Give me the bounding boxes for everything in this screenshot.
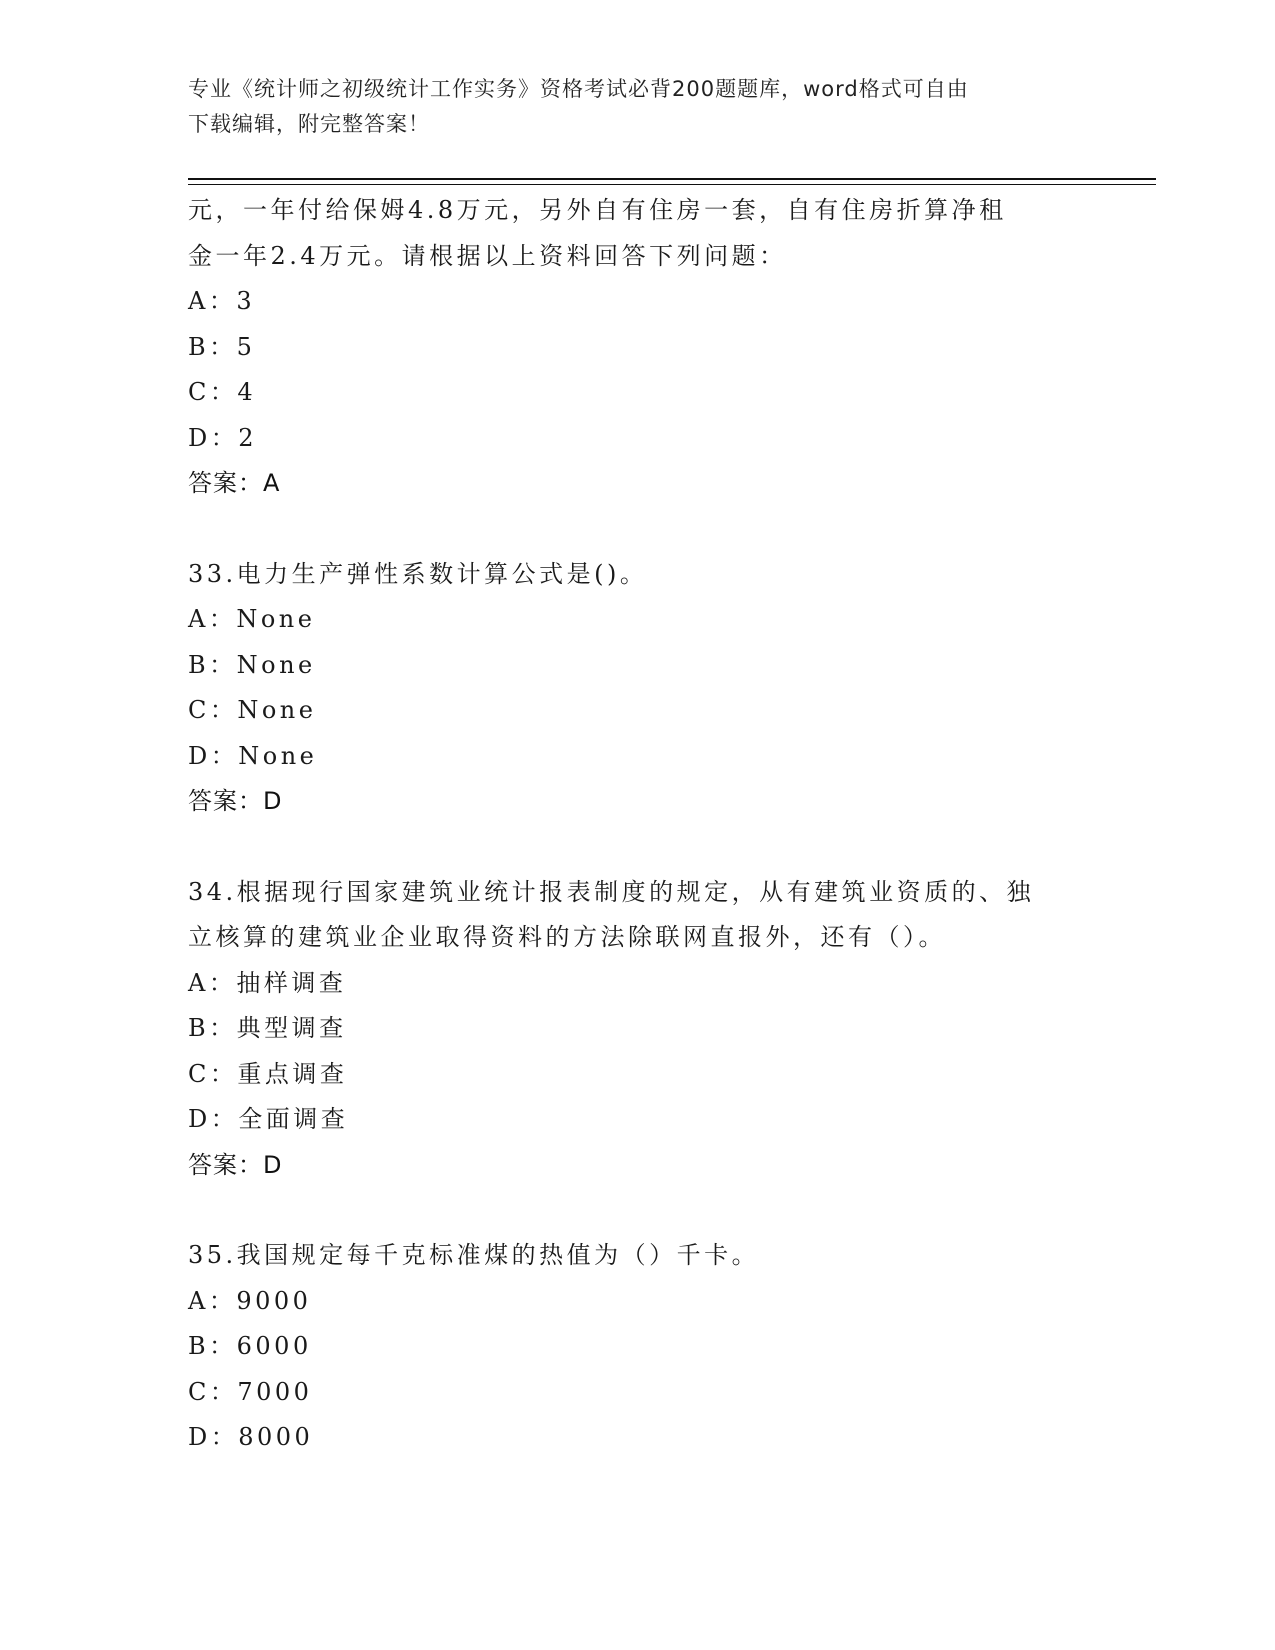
- header-line-1: 专业《统计师之初级统计工作实务》资格考试必背200题题库，word格式可自由: [188, 77, 969, 101]
- answer-line: 答案：A: [188, 469, 281, 497]
- option-d: D：2: [188, 423, 258, 452]
- question-block-33: [188, 552, 1088, 825]
- option-b: B：典型调查: [188, 1014, 347, 1042]
- header-divider: [188, 178, 1156, 180]
- question-text: 34.根据现行国家建筑业统计报表制度的规定，从有建筑业资质的、独: [188, 877, 1035, 906]
- question-text: 立核算的建筑业企业取得资料的方法除联网直报外，还有（）。: [188, 923, 946, 951]
- option-c: C：None: [188, 696, 317, 724]
- option-a: A：3: [188, 287, 256, 315]
- question-block-34: [188, 870, 1088, 1189]
- question-block-32: [188, 188, 1088, 507]
- option-d: D：None: [188, 741, 318, 770]
- option-a: A：抽样调查: [188, 968, 347, 997]
- option-a: A：9000: [188, 1286, 312, 1315]
- option-d: D：8000: [188, 1423, 314, 1451]
- answer-line: 答案：D: [188, 787, 283, 815]
- question-text: 金一年2.4万元。请根据以上资料回答下列问题：: [188, 241, 787, 270]
- option-c: C：7000: [188, 1377, 313, 1406]
- option-a: A：None: [188, 605, 316, 633]
- option-c: C：重点调查: [188, 1059, 348, 1088]
- option-b: B：6000: [188, 1332, 312, 1360]
- document-header: [188, 72, 1068, 142]
- question-list: [188, 188, 1088, 1461]
- question-text: 33.电力生产弹性系数计算公式是()。: [188, 559, 648, 588]
- option-b: B：5: [188, 332, 256, 361]
- question-block-35: [188, 1233, 1088, 1461]
- question-text: 35.我国规定每千克标准煤的热值为（）千卡。: [188, 1241, 760, 1269]
- option-c: C：4: [188, 378, 257, 406]
- answer-line: 答案：D: [188, 1150, 283, 1179]
- question-text: 元，一年付给保姆4.8万元，另外自有住房一套，自有住房折算净租: [188, 196, 1007, 224]
- header-line-2: 下载编辑，附完整答案！: [188, 112, 430, 136]
- option-d: D：全面调查: [188, 1105, 349, 1133]
- header-divider-thin: [188, 184, 1156, 185]
- option-b: B：None: [188, 650, 316, 679]
